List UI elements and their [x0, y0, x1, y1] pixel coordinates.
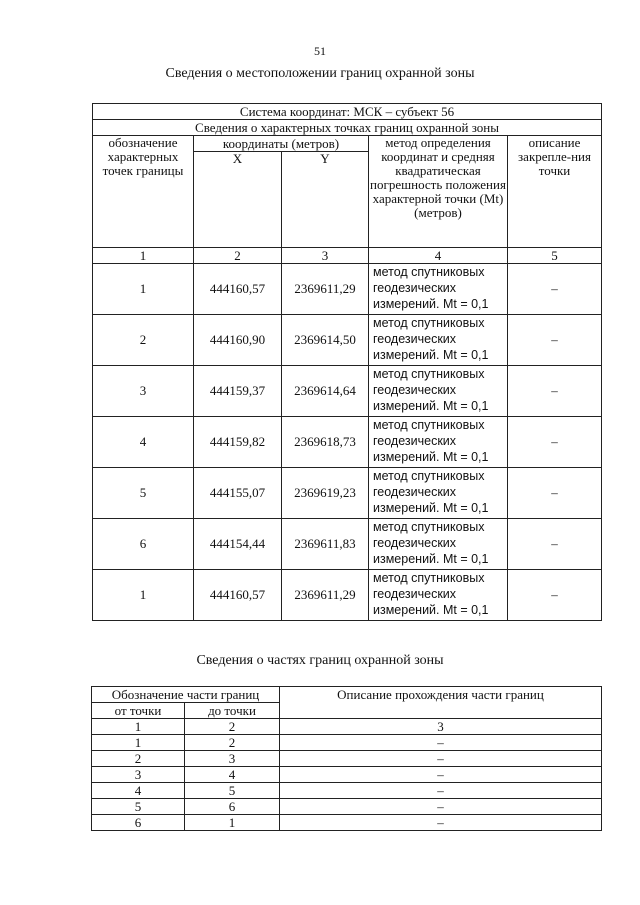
table-row [92, 767, 602, 783]
to-point: 5 [185, 783, 280, 799]
fixation-description: – [508, 315, 602, 366]
part-description: – [280, 751, 602, 767]
from-point: 3 [92, 767, 185, 783]
table-row [92, 799, 602, 815]
coord-x: 444159,82 [194, 417, 282, 468]
point-id: 5 [93, 468, 194, 519]
from-point: 2 [92, 751, 185, 767]
point-id: 1 [93, 264, 194, 315]
point-id: 2 [93, 315, 194, 366]
col-number: 1 [92, 719, 185, 735]
coord-y: 2369611,29 [282, 570, 369, 621]
method: метод спутниковых геодезических измерений. Mt = 0,1 [369, 264, 508, 315]
coordinate-system: Система координат: МСК – субъект 56 [93, 104, 602, 120]
fixation-description: – [508, 264, 602, 315]
col-header-coordinates: координаты (метров) [194, 136, 369, 152]
characteristic-points-table [92, 103, 602, 621]
col-header-y: Y [282, 152, 369, 248]
point-id: 1 [93, 570, 194, 621]
coord-y: 2369618,73 [282, 417, 369, 468]
col-header-description: описание закрепле-ния точки [508, 136, 602, 248]
coord-x: 444154,44 [194, 519, 282, 570]
col-number: 1 [93, 248, 194, 264]
col-header-part: Обозначение части границ [92, 687, 280, 703]
fixation-description: – [508, 519, 602, 570]
table-row [93, 417, 602, 468]
document-title: Сведения о местоположении границ охранной зоны [165, 66, 475, 81]
from-point: 4 [92, 783, 185, 799]
table-row [93, 570, 602, 621]
col-number: 3 [280, 719, 602, 735]
point-id: 4 [93, 417, 194, 468]
coord-x: 444155,07 [194, 468, 282, 519]
col-header-x: X [194, 152, 282, 248]
fixation-description: – [508, 570, 602, 621]
col-header-point: обозначение характерных точек границы [93, 136, 194, 248]
coord-y: 2369611,29 [282, 264, 369, 315]
coord-y: 2369619,23 [282, 468, 369, 519]
col-number: 2 [185, 719, 280, 735]
fixation-description: – [508, 417, 602, 468]
table-row [93, 366, 602, 417]
from-point: 6 [92, 815, 185, 831]
part-description: – [280, 783, 602, 799]
coord-x: 444159,37 [194, 366, 282, 417]
part-description: – [280, 735, 602, 751]
point-id: 3 [93, 366, 194, 417]
coord-x: 444160,57 [194, 570, 282, 621]
boundary-parts-table [91, 686, 602, 831]
section-title-parts: Сведения о частях границ охранной зоны [196, 653, 444, 668]
method: метод спутниковых геодезических измерений. Mt = 0,1 [369, 519, 508, 570]
col-header-from: от точки [92, 703, 185, 719]
table-row [92, 783, 602, 799]
page-number: 51 [314, 44, 326, 58]
coord-y: 2369614,64 [282, 366, 369, 417]
table-row [92, 815, 602, 831]
part-description: – [280, 815, 602, 831]
part-description: – [280, 799, 602, 815]
col-header-to: до точки [185, 703, 280, 719]
table-row [92, 735, 602, 751]
table-row [92, 751, 602, 767]
table-row [93, 468, 602, 519]
coord-x: 444160,90 [194, 315, 282, 366]
coord-x: 444160,57 [194, 264, 282, 315]
fixation-description: – [508, 468, 602, 519]
method: метод спутниковых геодезических измерений. Mt = 0,1 [369, 366, 508, 417]
table-row [93, 519, 602, 570]
part-description: – [280, 767, 602, 783]
coord-y: 2369611,83 [282, 519, 369, 570]
method: метод спутниковых геодезических измерений. Mt = 0,1 [369, 315, 508, 366]
from-point: 1 [92, 735, 185, 751]
coord-y: 2369614,50 [282, 315, 369, 366]
to-point: 4 [185, 767, 280, 783]
fixation-description: – [508, 366, 602, 417]
method: метод спутниковых геодезических измерений. Mt = 0,1 [369, 570, 508, 621]
method: метод спутниковых геодезических измерений. Mt = 0,1 [369, 417, 508, 468]
to-point: 6 [185, 799, 280, 815]
col-number: 4 [369, 248, 508, 264]
to-point: 1 [185, 815, 280, 831]
col-number: 2 [194, 248, 282, 264]
from-point: 5 [92, 799, 185, 815]
col-number: 3 [282, 248, 369, 264]
table-row [93, 315, 602, 366]
table-row [93, 264, 602, 315]
to-point: 2 [185, 735, 280, 751]
table-subtitle: Сведения о характерных точках границ охранной зоны [93, 120, 602, 136]
to-point: 3 [185, 751, 280, 767]
method: метод спутниковых геодезических измерений. Mt = 0,1 [369, 468, 508, 519]
col-header-description: Описание прохождения части границ [280, 687, 602, 719]
point-id: 6 [93, 519, 194, 570]
col-header-method: метод определения координат и средняя квадратическая погрешность положения характерной точки (Mt) (метров) [369, 136, 508, 248]
col-number: 5 [508, 248, 602, 264]
